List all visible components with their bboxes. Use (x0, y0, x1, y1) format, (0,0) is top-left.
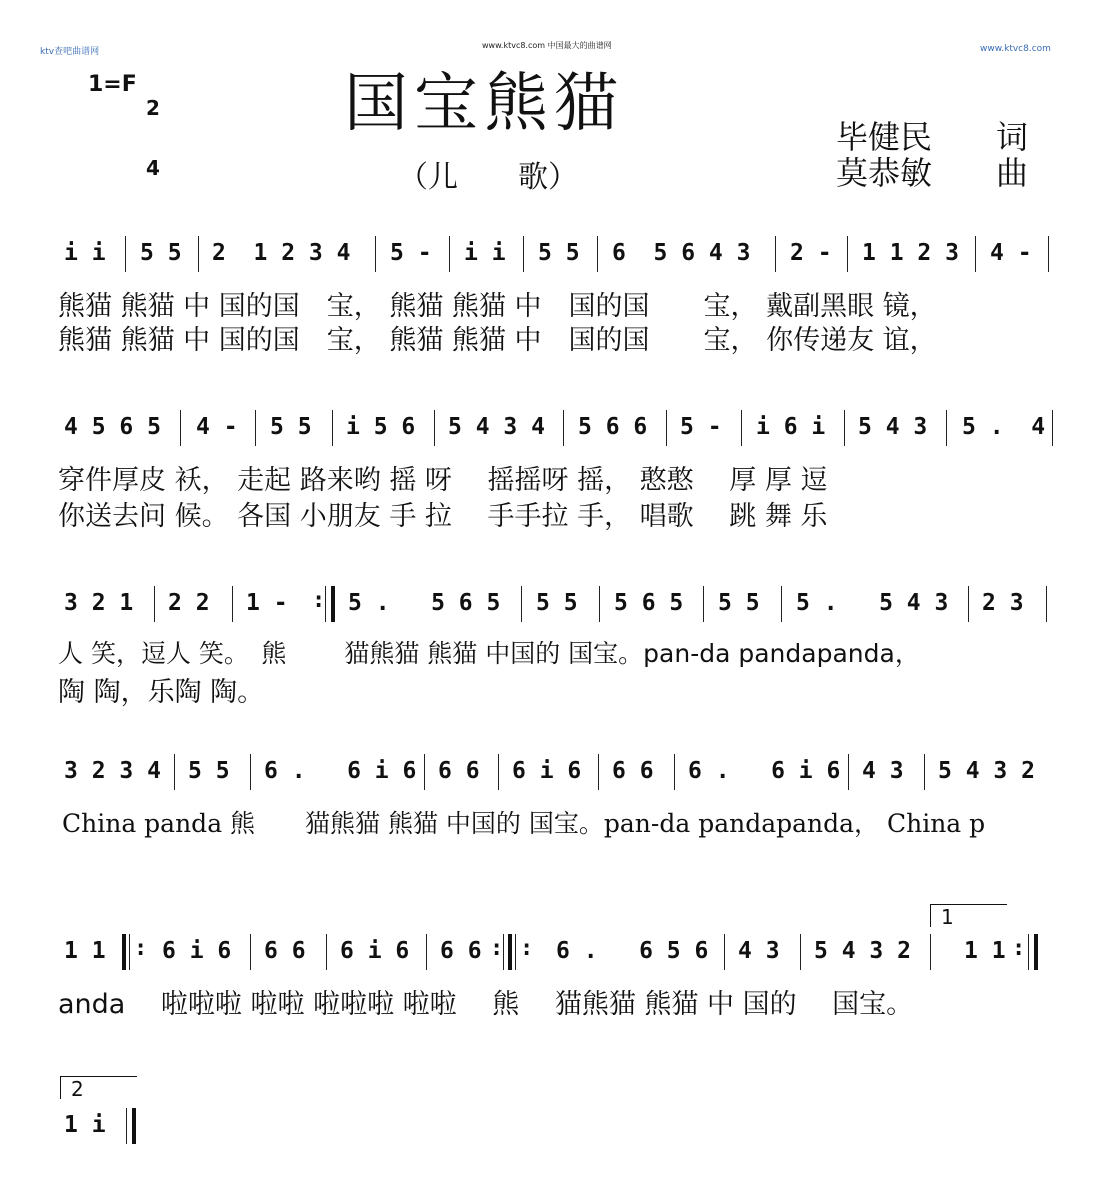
barline (498, 754, 499, 790)
barline (741, 410, 742, 446)
composer-credit: 莫恭敏 曲 (836, 154, 1029, 192)
repeat-end-barline (1034, 934, 1038, 970)
barline (232, 586, 233, 622)
barline (125, 236, 126, 272)
barline (326, 934, 327, 970)
repeat-dots: : (490, 936, 504, 961)
repeat-dots: : (1012, 936, 1026, 961)
measure-notes: 5 5 (140, 240, 182, 266)
measure-notes: 6 6 (264, 938, 306, 964)
barline (434, 410, 435, 446)
barline (847, 236, 848, 272)
barline (375, 236, 376, 272)
watermark-center: www.ktvc8.com 中国最大的曲谱网 (482, 41, 612, 50)
measure-notes: 6 i 6 (512, 758, 582, 784)
measure-notes: 4 - (990, 240, 1032, 266)
measure-notes: 4 3 (738, 938, 780, 964)
measure-notes: 5 . 5 4 3 (796, 590, 949, 616)
lyricist-credit: 毕健民 词 (836, 118, 1029, 156)
barline (515, 934, 516, 970)
barline (563, 410, 564, 446)
final-barline (132, 1108, 136, 1144)
lyric-line-2: 熊猫 熊猫 中 国的国 宝， 熊猫 熊猫 中 国的国 宝， 你传递友 谊， (58, 325, 937, 356)
barline (198, 236, 199, 272)
barline (174, 754, 175, 790)
barline (800, 934, 801, 970)
barline (703, 586, 704, 622)
barline (426, 934, 427, 970)
barline (1046, 586, 1047, 622)
barline (250, 754, 251, 790)
measure-notes: i i (464, 240, 506, 266)
time-signature (144, 58, 162, 198)
barline (250, 934, 251, 970)
measure-notes: 1 - (246, 590, 288, 616)
barline (946, 410, 947, 446)
barline (424, 754, 425, 790)
barline (848, 754, 849, 790)
measure-notes: 6 . 6 i 6 (264, 758, 417, 784)
barline (154, 586, 155, 622)
barline (724, 934, 725, 970)
measure-notes: 6 . 6 5 6 (556, 938, 709, 964)
measure-notes: 5 4 3 2 (938, 758, 1035, 784)
measure-notes: 5 - (390, 240, 432, 266)
repeat-start-barline (122, 934, 126, 970)
barline (1052, 410, 1053, 446)
song-subtitle: （儿 歌） (398, 160, 578, 195)
barline (930, 934, 931, 970)
measure-notes: 2 1 2 3 4 (212, 240, 351, 266)
barline (597, 236, 598, 272)
measure-notes: 1 1 (64, 938, 106, 964)
time-signature-top: 2 (146, 96, 160, 120)
measure-notes: 5 5 (270, 414, 312, 440)
lyric-line-1: 人 笑，逗人 笑。 熊 猫熊猫 熊猫 中国的 国宝。pan-da pandapanda， (58, 639, 920, 668)
watermark-left: ktv查吧曲谱网 (40, 47, 100, 57)
barline (332, 410, 333, 446)
lyric-line-2: 你送去问 候。 各国 小朋友 手 拉 手手拉 手， 唱歌 跳 舞 乐 (58, 501, 828, 532)
measure-notes: 6 6 (438, 758, 480, 784)
measure-notes: 4 - (196, 414, 238, 440)
key-signature: 1=F (88, 72, 137, 97)
lyric-line-1: China panda 熊 猫熊猫 熊猫 中国的 国宝。pan-da pandapanda， China p (62, 809, 986, 838)
barline (975, 236, 976, 272)
first-ending-number: 1 (941, 905, 954, 929)
measure-notes: i 5 6 (346, 414, 416, 440)
lyric-line-1: anda 啦啦啦 啦啦 啦啦啦 啦啦 熊 猫熊猫 熊猫 中 国的 国宝。 (58, 989, 914, 1020)
lyric-line-1: 熊猫 熊猫 中 国的国 宝， 熊猫 熊猫 中 国的国 宝， 戴副黑眼 镜， (58, 291, 937, 322)
measure-notes: 5 4 3 4 (448, 414, 545, 440)
first-ending-bracket (930, 904, 1007, 927)
measure-notes: 5 5 (188, 758, 230, 784)
measure-notes: 1 1 2 3 (862, 240, 959, 266)
repeat-barline (331, 586, 335, 622)
measure-notes: 5 . 5 6 5 (348, 590, 501, 616)
measure-notes: 2 2 (168, 590, 210, 616)
measure-notes: 5 5 (718, 590, 760, 616)
measure-notes: 5 5 (538, 240, 580, 266)
measure-notes: 5 4 3 2 (814, 938, 911, 964)
measure-notes: 2 - (790, 240, 832, 266)
measure-notes: 5 . 4 (962, 414, 1046, 440)
barline (598, 754, 599, 790)
barline (775, 236, 776, 272)
repeat-barline (508, 934, 512, 970)
measure-notes: 6 i 6 (340, 938, 410, 964)
song-title: 国宝熊猫 (344, 67, 624, 141)
measure-notes: 3 2 1 (64, 590, 134, 616)
barline (844, 410, 845, 446)
barline (666, 410, 667, 446)
measure-notes: 5 4 3 (858, 414, 928, 440)
barline (924, 754, 925, 790)
measure-notes: 1 1 (964, 938, 1006, 964)
measure-notes: 3 2 3 4 (64, 758, 161, 784)
barline (968, 586, 969, 622)
repeat-dots: : (134, 936, 148, 961)
barline (449, 236, 450, 272)
barline (325, 586, 326, 622)
barline (1048, 236, 1049, 272)
repeat-dots: : (520, 936, 534, 961)
time-signature-bottom: 4 (146, 156, 160, 180)
barline (781, 586, 782, 622)
measure-notes: 5 6 5 (614, 590, 684, 616)
second-ending-number: 2 (71, 1077, 84, 1101)
measure-notes: 5 5 (536, 590, 578, 616)
measure-notes: 1 i (64, 1112, 106, 1138)
measure-notes: 6 5 6 4 3 (612, 240, 751, 266)
barline (129, 934, 130, 970)
lyric-line-2: 陶 陶，乐陶 陶。 (58, 677, 265, 708)
measure-notes: 6 i 6 (162, 938, 232, 964)
barline (255, 410, 256, 446)
barline (503, 934, 504, 970)
watermark-right: www.ktvc8.com (980, 44, 1051, 54)
measure-notes: 4 3 (862, 758, 904, 784)
measure-notes: 5 6 6 (578, 414, 648, 440)
second-ending-bracket (60, 1076, 137, 1099)
barline (599, 586, 600, 622)
barline (126, 1108, 127, 1144)
barline (180, 410, 181, 446)
measure-notes: 5 - (680, 414, 722, 440)
measure-notes: i 6 i (756, 414, 826, 440)
repeat-dots: : (312, 588, 326, 613)
measure-notes: 6 6 (440, 938, 482, 964)
measure-notes: 6 6 (612, 758, 654, 784)
measure-notes: 6 . 6 i 6 (688, 758, 841, 784)
lyric-line-1: 穿件厚皮 袄， 走起 路来哟 摇 呀 摇摇呀 摇， 憨憨 厚 厚 逗 (58, 465, 828, 496)
barline (521, 586, 522, 622)
barline (1028, 934, 1029, 970)
barline (674, 754, 675, 790)
measure-notes: 2 3 (982, 590, 1024, 616)
measure-notes: i i (64, 240, 106, 266)
barline (523, 236, 524, 272)
measure-notes: 4 5 6 5 (64, 414, 161, 440)
